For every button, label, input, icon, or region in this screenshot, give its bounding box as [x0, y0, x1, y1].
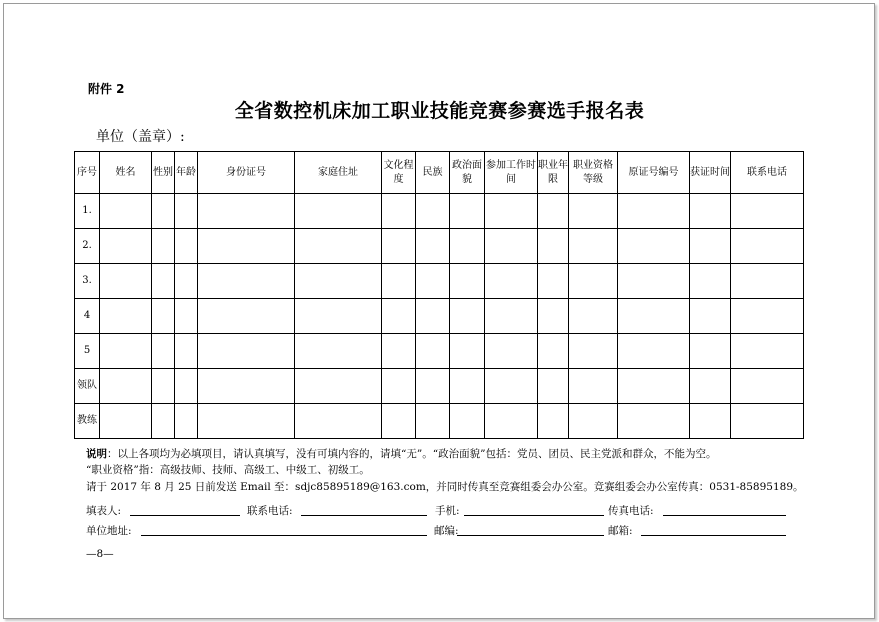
fax-phone-line[interactable] [663, 515, 786, 516]
table-cell[interactable] [731, 369, 804, 404]
table-cell[interactable] [690, 194, 731, 229]
table-cell[interactable] [690, 369, 731, 404]
table-cell[interactable] [485, 334, 538, 369]
table-cell[interactable] [690, 264, 731, 299]
table-cell[interactable] [382, 334, 416, 369]
column-header: 年龄 [175, 152, 198, 194]
filler-line[interactable] [130, 515, 240, 516]
column-header: 职业年限 [538, 152, 569, 194]
table-cell[interactable] [416, 229, 450, 264]
table-row [75, 264, 804, 299]
table-cell[interactable] [152, 229, 175, 264]
table-cell[interactable] [198, 404, 295, 439]
table-cell[interactable] [100, 369, 152, 404]
table-cell[interactable] [618, 194, 690, 229]
table-cell[interactable] [450, 334, 485, 369]
table-cell[interactable] [198, 194, 295, 229]
contact-phone-line[interactable] [301, 515, 427, 516]
table-cell[interactable] [382, 369, 416, 404]
table-cell[interactable] [100, 229, 152, 264]
table-cell[interactable] [175, 334, 198, 369]
table-cell[interactable] [690, 299, 731, 334]
table-cell[interactable] [382, 264, 416, 299]
registration-table [74, 151, 804, 439]
table-cell[interactable] [382, 229, 416, 264]
table-cell[interactable] [450, 299, 485, 334]
table-cell[interactable] [152, 299, 175, 334]
table-cell[interactable] [152, 194, 175, 229]
note-text: ：以上各项均为必填项目，请认真填写，没有可填内容的，请填“无”。“政治面貌”包括：党员、团员、民主党派和群众，不能为空。 [107, 448, 717, 460]
fax-phone-label: 传真电话: [608, 505, 654, 517]
column-header: 序号 [75, 152, 100, 194]
table-cell[interactable] [690, 404, 731, 439]
email-line[interactable] [641, 535, 786, 536]
table-row [75, 404, 804, 439]
column-header: 获证时间 [690, 152, 731, 194]
postcode-line[interactable] [457, 535, 604, 536]
table-header-row [75, 152, 804, 194]
table-cell[interactable] [152, 334, 175, 369]
page-number: —8— [86, 548, 114, 560]
attachment-label: 附件 2 [88, 82, 125, 96]
table-cell[interactable] [538, 369, 569, 404]
row-label: 3. [75, 264, 100, 299]
row-label: 1. [75, 194, 100, 229]
row-label: 2. [75, 229, 100, 264]
table-row [75, 299, 804, 334]
table-cell[interactable] [295, 334, 382, 369]
table-cell[interactable] [450, 369, 485, 404]
table-cell[interactable] [731, 264, 804, 299]
table-cell[interactable] [569, 334, 618, 369]
table-cell[interactable] [731, 299, 804, 334]
table-cell[interactable] [295, 369, 382, 404]
column-header: 参加工作时间 [485, 152, 538, 194]
table-cell[interactable] [100, 194, 152, 229]
column-header: 民族 [416, 152, 450, 194]
table-cell[interactable] [382, 404, 416, 439]
table-cell[interactable] [618, 334, 690, 369]
address-label: 单位地址: [86, 525, 132, 537]
note-line-3: 请于 2017 年 8 月 25 日前发送 Email 至：sdjc85895189@163.com，并同时传真至竞赛组委会办公室。竞赛组委会办公室传真：0531-85895189。 [86, 481, 804, 493]
table-cell[interactable] [152, 404, 175, 439]
table-cell[interactable] [569, 404, 618, 439]
mobile-label: 手机: [435, 505, 460, 517]
table-cell[interactable] [295, 299, 382, 334]
row-label: 4 [75, 299, 100, 334]
contact-phone-label: 联系电话: [247, 505, 293, 517]
unit-label: 单位（盖章）: [96, 129, 185, 145]
table-cell[interactable] [175, 404, 198, 439]
column-header: 联系电话 [731, 152, 804, 194]
column-header: 性别 [152, 152, 175, 194]
table-cell[interactable] [731, 194, 804, 229]
table-cell[interactable] [538, 334, 569, 369]
table-row [75, 229, 804, 264]
table-cell[interactable] [690, 334, 731, 369]
table-cell[interactable] [538, 299, 569, 334]
mobile-line[interactable] [464, 515, 604, 516]
table-cell[interactable] [569, 229, 618, 264]
table-cell[interactable] [485, 404, 538, 439]
table-cell[interactable] [618, 404, 690, 439]
table-cell[interactable] [690, 229, 731, 264]
postcode-label: 邮编: [434, 525, 459, 537]
row-label: 5 [75, 334, 100, 369]
table-cell[interactable] [569, 369, 618, 404]
table-row [75, 194, 804, 229]
table-cell[interactable] [382, 194, 416, 229]
table-cell[interactable] [295, 194, 382, 229]
table-cell[interactable] [569, 264, 618, 299]
table-cell[interactable] [618, 369, 690, 404]
table-cell[interactable] [198, 334, 295, 369]
table-cell[interactable] [295, 229, 382, 264]
table-cell[interactable] [485, 194, 538, 229]
table-cell[interactable] [731, 404, 804, 439]
table-cell[interactable] [569, 194, 618, 229]
table-cell[interactable] [450, 229, 485, 264]
note-label: 说明 [86, 448, 107, 460]
table-cell[interactable] [175, 299, 198, 334]
filler-label: 填表人: [86, 505, 122, 517]
table-cell[interactable] [569, 299, 618, 334]
table-cell[interactable] [175, 369, 198, 404]
address-line[interactable] [141, 535, 427, 536]
table-cell[interactable] [416, 264, 450, 299]
column-header: 文化程度 [382, 152, 416, 194]
table-cell[interactable] [450, 404, 485, 439]
column-header: 政治面貌 [450, 152, 485, 194]
table-cell[interactable] [416, 404, 450, 439]
table-cell[interactable] [731, 334, 804, 369]
table-cell[interactable] [450, 264, 485, 299]
column-header: 原证号编号 [618, 152, 690, 194]
table-cell[interactable] [198, 264, 295, 299]
table-cell[interactable] [538, 229, 569, 264]
table-cell[interactable] [175, 264, 198, 299]
table-cell[interactable] [295, 404, 382, 439]
table-cell[interactable] [538, 404, 569, 439]
column-header: 姓名 [100, 152, 152, 194]
table-row [75, 369, 804, 404]
table-cell[interactable] [618, 264, 690, 299]
column-header: 家庭住址 [295, 152, 382, 194]
table-cell[interactable] [485, 299, 538, 334]
table-cell[interactable] [100, 404, 152, 439]
row-label: 教练 [75, 404, 100, 439]
note-line-2: “职业资格”指：高级技师、技师、高级工、中级工、初级工。 [86, 464, 370, 476]
table-cell[interactable] [100, 334, 152, 369]
column-header: 职业资格等级 [569, 152, 618, 194]
table-row [75, 334, 804, 369]
note-line-1 [86, 447, 716, 461]
table-cell[interactable] [175, 194, 198, 229]
table-cell[interactable] [198, 299, 295, 334]
table-cell[interactable] [731, 229, 804, 264]
table-cell[interactable] [416, 369, 450, 404]
table-cell[interactable] [416, 194, 450, 229]
table-cell[interactable] [152, 264, 175, 299]
table-cell[interactable] [485, 229, 538, 264]
table-cell[interactable] [198, 369, 295, 404]
table-cell[interactable] [382, 299, 416, 334]
table-cell[interactable] [175, 229, 198, 264]
table-cell[interactable] [485, 369, 538, 404]
table-cell[interactable] [198, 229, 295, 264]
table-cell[interactable] [100, 299, 152, 334]
row-label: 领队 [75, 369, 100, 404]
table-cell[interactable] [618, 299, 690, 334]
table-cell[interactable] [416, 299, 450, 334]
table-cell[interactable] [416, 334, 450, 369]
table-cell[interactable] [538, 194, 569, 229]
table-cell[interactable] [538, 264, 569, 299]
table-cell[interactable] [152, 369, 175, 404]
table-cell[interactable] [618, 229, 690, 264]
table-cell[interactable] [450, 194, 485, 229]
column-header: 身份证号 [198, 152, 295, 194]
table-cell[interactable] [295, 264, 382, 299]
table-cell[interactable] [100, 264, 152, 299]
table-cell[interactable] [485, 264, 538, 299]
document-title: 全省数控机床加工职业技能竞赛参赛选手报名表 [234, 100, 645, 122]
email-label: 邮箱: [608, 525, 633, 537]
